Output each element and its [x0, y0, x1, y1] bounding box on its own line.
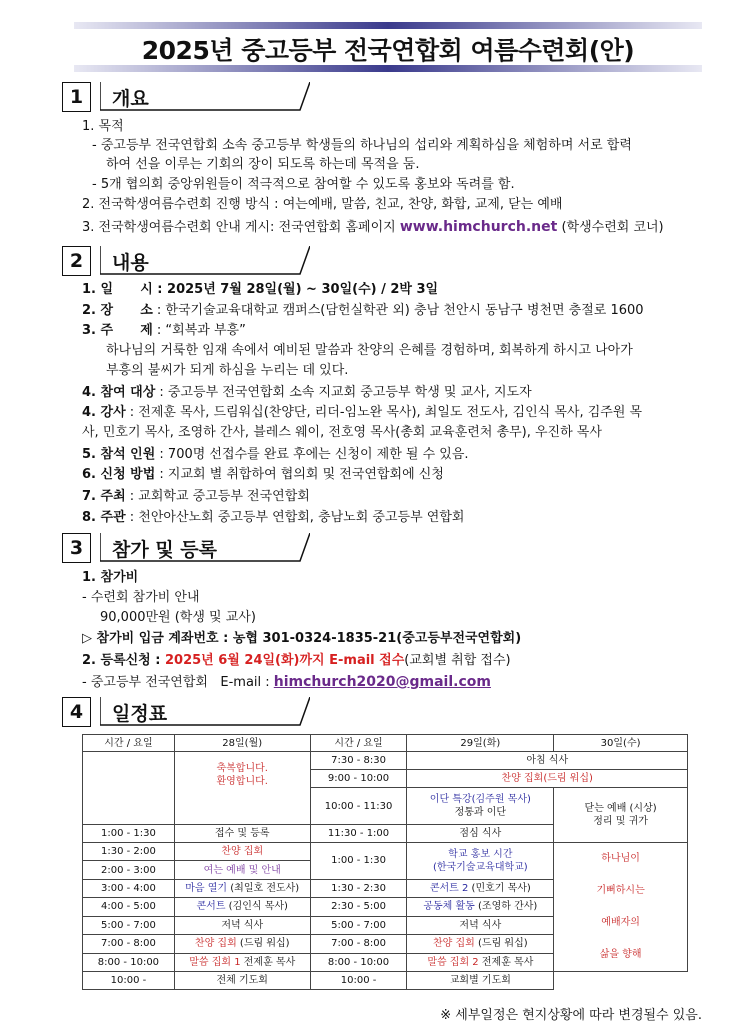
registration-apply — [82, 652, 511, 670]
time-cell: 1:00 - 1:30 — [83, 825, 175, 843]
time-cell: 5:00 - 7:00 — [310, 916, 407, 934]
wed-line-2: 정리 및 귀가 — [593, 816, 648, 827]
section-tab — [100, 246, 300, 274]
speakers-label: 4. 강사 — [82, 405, 126, 420]
organizer-value: : 천안아산노회 중고등부 연합회, 충남노회 중고등부 연합회 — [125, 510, 465, 525]
time-cell: 7:30 - 8:30 — [310, 752, 407, 770]
overview-item-2: 2. 전국학생여름수련회 진행 방식 : 여는예배, 말씀, 친교, 찬양, 화합, 교제, 닫는 예배 — [82, 197, 563, 212]
content-speakers-2: 사, 민호기 목사, 조영하 간사, 블레스 웨이, 전호영 목사(총회 교육훈련처 총무), 우진하 목사 — [82, 425, 602, 440]
event-cell: 여는 예배 및 안내 — [174, 861, 310, 879]
theme-description-1: 하나님의 거룩한 임재 속에서 예비된 말씀과 찬양의 은혜를 경험하며, 회복하게 하시고 나아가 — [106, 343, 633, 358]
event-cell: 전체 기도회 — [174, 972, 310, 990]
section-title: 참가 및 등록 — [112, 539, 217, 561]
time-cell: 9:00 - 10:00 — [310, 770, 407, 788]
section-title: 일정표 — [112, 703, 168, 725]
table-row — [83, 752, 688, 770]
section-tab — [100, 533, 300, 561]
event-cell: 마음 열기 (최일호 전도사) — [174, 879, 310, 897]
event-cell: 말씀 집회 2 전제훈 목사 — [407, 953, 554, 971]
date-label: 1. 일 시 : — [82, 282, 168, 297]
welcome-line-1: 축복합니다. — [216, 763, 268, 774]
header-cell: 28일(월) — [174, 735, 310, 752]
slogan-line: 예배자의 — [601, 917, 640, 928]
slogan-line: 기뻐하시는 — [596, 885, 645, 896]
event-cell: 콘서트 (김인식 목사) — [174, 898, 310, 916]
table-header-row — [83, 735, 688, 752]
event-cell: 찬양 집회 (드림 워십) — [174, 935, 310, 953]
schedule-table — [82, 734, 688, 990]
content-target — [82, 384, 532, 402]
email-prefix: - 중고등부 전국연합회 E-mail : — [82, 675, 274, 690]
date-value: 2025년 7월 28일(월) ~ 30일(수) / 2박 3일 — [167, 282, 439, 297]
overview-purpose-line3: - 5개 협의회 중앙위원들이 적극적으로 참여할 수 있도록 홍보와 독려를 함. — [92, 177, 515, 192]
event-cell — [407, 843, 554, 880]
content-place — [82, 302, 644, 320]
event-cell: 공동체 활동 (조영하 간사) — [407, 898, 554, 916]
homepage-link[interactable]: www.himchurch.net — [399, 219, 558, 235]
title-bar-bottom — [74, 65, 702, 72]
registration-email — [82, 673, 491, 692]
section-number: 3 — [62, 533, 91, 563]
overview-item-3-prefix: 3. 전국학생여름수련회 안내 게시: 전국연합회 홈페이지 — [82, 220, 400, 235]
event-cell: 저녁 식사 — [407, 916, 554, 934]
time-cell: 4:00 - 5:00 — [83, 898, 175, 916]
bank-account: ▷ 참가비 입금 계좌번호 : 농협 301-0324-1835-21(중고등부전국연합회) — [82, 631, 522, 646]
page-title: 2025년 중고등부 전국연합회 여름수련회(안) — [141, 36, 635, 65]
apply-deadline: 2025년 6월 24일(화)까지 E-mail 접수 — [165, 653, 405, 668]
time-cell: 1:30 - 2:30 — [310, 879, 407, 897]
apply-value: : 지교회 별 취합하여 협의회 및 전국연합회에 신청 — [155, 467, 444, 482]
title-bar-top — [74, 22, 702, 29]
organizer-label: 8. 주관 — [82, 510, 126, 525]
place-label: 2. 장 소 — [82, 303, 153, 318]
content-date — [82, 281, 438, 299]
table-row — [83, 972, 688, 990]
event-line-2: (한국기술교육대학교) — [432, 861, 528, 873]
time-cell: 1:00 - 1:30 — [310, 843, 407, 880]
mon-empty-time — [83, 752, 175, 825]
time-cell: 2:30 - 5:00 — [310, 898, 407, 916]
time-cell: 8:00 - 10:00 — [83, 953, 175, 971]
wed-closing — [554, 788, 688, 843]
speakers-value-1: : 전제훈 목사, 드림워십(찬양단, 리더-임노완 목사), 최일도 전도사, 김인식 목사, 김주원 목 — [125, 405, 643, 420]
section-tab — [100, 697, 300, 725]
theme-value: : “회복과 부흥” — [152, 323, 246, 338]
overview-purpose-line1: - 중고등부 전국연합회 소속 중고등부 학생들의 하나님의 섭리와 계획하심을 체험하며 서로 합력 — [92, 138, 632, 153]
time-cell: 7:00 - 8:00 — [83, 935, 175, 953]
header-cell: 시간 / 요일 — [83, 735, 175, 752]
content-organizer — [82, 509, 464, 527]
time-cell: 10:00 - — [310, 972, 407, 990]
apply-label: 6. 신청 방법 — [82, 467, 156, 482]
host-value: : 교회학교 중고등부 전국연합회 — [125, 489, 310, 504]
theme-label: 3. 주 제 — [82, 323, 153, 338]
event-cell: 교회별 기도회 — [407, 972, 554, 990]
time-cell: 3:00 - 4:00 — [83, 879, 175, 897]
content-theme — [82, 322, 246, 340]
time-cell: 10:00 - — [83, 972, 175, 990]
target-label: 4. 참여 대상 — [82, 385, 156, 400]
slogan-line: 삶을 향해 — [599, 949, 642, 960]
slogan-line: 하나님이 — [601, 853, 640, 864]
email-link[interactable]: himchurch2020@gmail.com — [273, 674, 491, 690]
overview-purpose-line2: 하여 선을 이루는 기회의 장이 되도록 하는데 목적을 둠. — [106, 157, 420, 172]
section-number: 1 — [62, 82, 91, 112]
title-banner — [74, 22, 702, 72]
event-cell — [407, 788, 554, 825]
section-number: 2 — [62, 246, 91, 276]
mon-welcome — [174, 752, 310, 825]
section-title: 개요 — [112, 88, 149, 110]
table-row — [83, 843, 688, 861]
content-host — [82, 488, 310, 506]
header-cell: 시간 / 요일 — [310, 735, 407, 752]
host-label: 7. 주최 — [82, 489, 126, 504]
apply-heading: 2. 등록신청 : — [82, 653, 165, 668]
time-cell: 11:30 - 1:00 — [310, 825, 407, 843]
place-value: : 한국기술교육대학교 캠퍼스(담헌실학관 외) 충남 천안시 동남구 병천면 충절로 1600 — [152, 303, 644, 318]
count-label: 5. 참석 인원 — [82, 447, 156, 462]
section-number: 4 — [62, 697, 91, 727]
event-line-1: 이단 특강(김주원 목사) — [429, 794, 531, 805]
time-cell: 8:00 - 10:00 — [310, 953, 407, 971]
content-count — [82, 446, 469, 464]
wed-slogan — [554, 843, 688, 972]
event-cell: 콘서트 2 (민호기 목사) — [407, 879, 554, 897]
overview-purpose-heading: 1. 목적 — [82, 119, 124, 134]
time-cell: 1:30 - 2:00 — [83, 843, 175, 861]
header-cell: 29일(화) — [407, 735, 554, 752]
empty-cell — [554, 972, 688, 990]
theme-description-2: 부흥의 불씨가 되게 하심을 누리는 데 있다. — [106, 363, 349, 378]
event-cell: 접수 및 등록 — [174, 825, 310, 843]
section-title: 내용 — [112, 252, 149, 274]
event-cell: 점심 식사 — [407, 825, 554, 843]
content-apply — [82, 466, 444, 484]
footnote: ※ 세부일정은 현지상황에 따라 변경될수 있음. — [440, 1008, 702, 1023]
event-line-1: 학교 홍보 시간 — [448, 848, 513, 860]
event-cell: 말씀 집회 1 전제훈 목사 — [174, 953, 310, 971]
time-cell: 2:00 - 3:00 — [83, 861, 175, 879]
overview-item-3-suffix: (학생수련회 코너) — [557, 220, 664, 235]
content-speakers-1 — [82, 404, 642, 422]
overview-item-3 — [82, 218, 664, 237]
section-tab — [100, 82, 300, 110]
wed-line-1: 닫는 예배 (시상) — [584, 803, 657, 814]
target-value: : 중고등부 전국연합회 소속 지교회 중고등부 학생 및 교사, 지도자 — [155, 385, 532, 400]
event-cell: 저녁 식사 — [174, 916, 310, 934]
event-cell: 찬양 집회 (드림 워십) — [407, 935, 554, 953]
fee-line-2: 90,000만원 (학생 및 교사) — [100, 610, 256, 625]
welcome-line-2: 환영합니다. — [216, 776, 268, 787]
apply-suffix: (교회별 취합 접수) — [404, 653, 511, 668]
event-cell: 찬양 집회 — [174, 843, 310, 861]
event-cell: 아침 식사 — [407, 752, 688, 770]
time-cell: 5:00 - 7:00 — [83, 916, 175, 934]
time-cell: 7:00 - 8:00 — [310, 935, 407, 953]
time-cell: 10:00 - 11:30 — [310, 788, 407, 825]
count-value: : 700명 선접수를 완료 후에는 신청이 제한 될 수 있음. — [155, 447, 469, 462]
fee-line-1: - 수련회 참가비 안내 — [82, 590, 200, 605]
event-cell: 찬양 집회(드림 워십) — [407, 770, 688, 788]
fee-heading: 1. 참가비 — [82, 570, 139, 585]
header-cell: 30일(수) — [554, 735, 688, 752]
event-line-2: 정통과 이단 — [454, 807, 507, 818]
